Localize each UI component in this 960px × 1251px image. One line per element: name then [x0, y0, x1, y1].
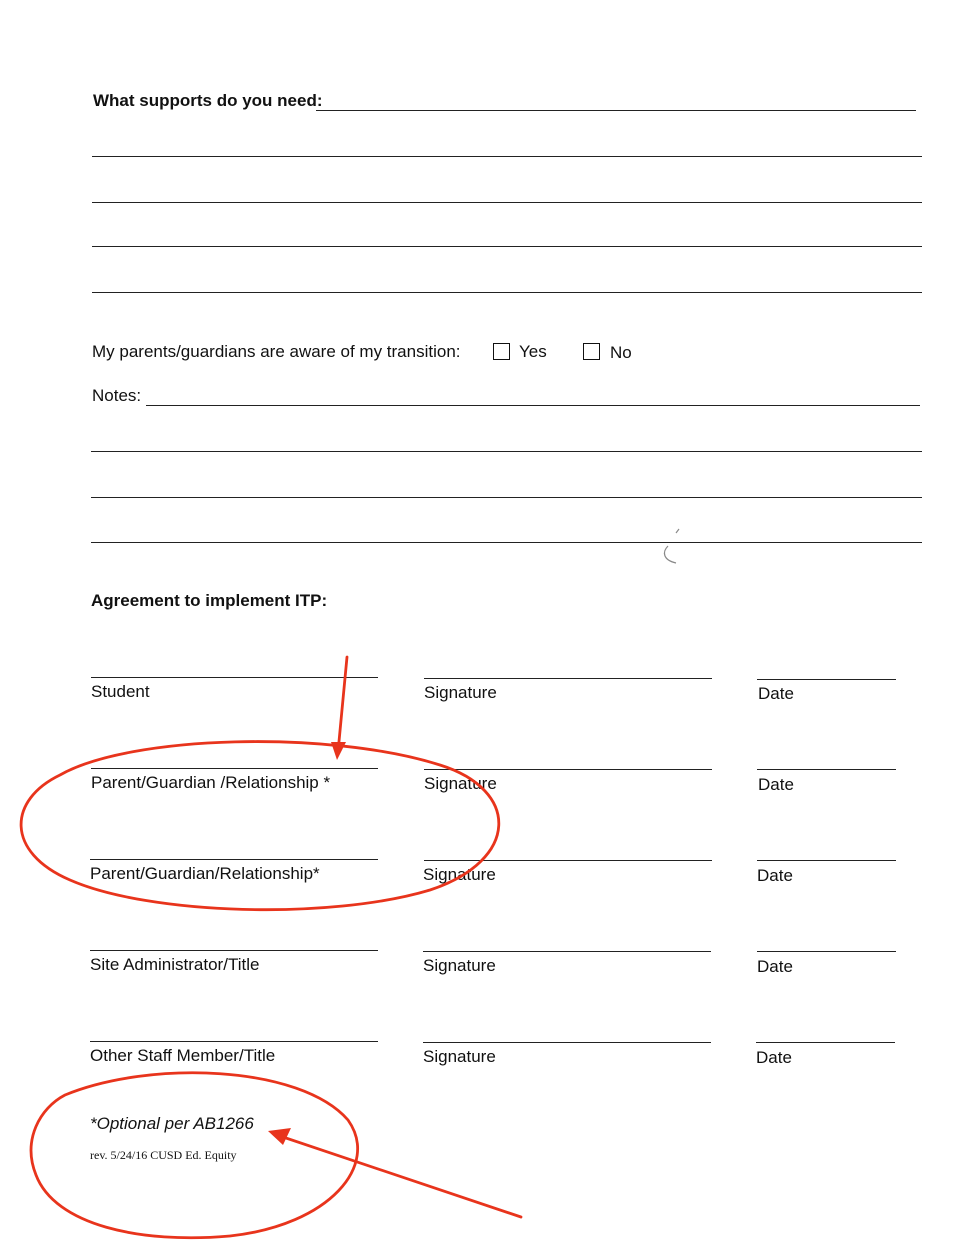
admin-name-line[interactable] — [90, 950, 378, 951]
staff-name-line[interactable] — [90, 1041, 378, 1042]
admin-role-label: Site Administrator/Title — [90, 955, 260, 974]
parent2-date-line[interactable] — [757, 860, 896, 861]
revision-note: rev. 5/24/16 CUSD Ed. Equity — [90, 1148, 237, 1162]
signature-label: Signature — [423, 956, 496, 975]
annotation-arrow-left-icon — [274, 1134, 521, 1217]
signature-label: Signature — [424, 683, 497, 702]
notes-label: Notes: — [92, 386, 142, 405]
notes-line[interactable] — [146, 405, 920, 406]
parent1-name-line[interactable] — [91, 768, 378, 769]
signature-label: Signature — [424, 774, 497, 793]
staff-role-label: Other Staff Member/Title — [90, 1046, 276, 1065]
student-signature-line[interactable] — [424, 678, 712, 679]
date-label: Date — [758, 775, 794, 794]
supports-label: What supports do you need: — [93, 91, 323, 110]
parent2-signature-line[interactable] — [424, 860, 712, 861]
optional-note: *Optional per AB1266 — [90, 1114, 254, 1133]
supports-answer-line[interactable] — [316, 110, 916, 111]
date-label: Date — [758, 684, 794, 703]
notes-line[interactable] — [91, 451, 922, 452]
staff-signature-line[interactable] — [423, 1042, 711, 1043]
agreement-heading: Agreement to implement ITP: — [91, 591, 328, 610]
yes-label: Yes — [519, 342, 547, 361]
no-checkbox[interactable] — [583, 343, 600, 360]
supports-answer-line[interactable] — [92, 156, 922, 157]
annotation-arrow-down-icon — [338, 657, 347, 752]
supports-answer-line[interactable] — [92, 246, 922, 247]
parent1-role-label: Parent/Guardian /Relationship * — [91, 773, 331, 792]
parent2-name-line[interactable] — [90, 859, 378, 860]
signature-label: Signature — [423, 1047, 496, 1066]
no-label: No — [610, 343, 632, 362]
parents-aware-label: My parents/guardians are aware of my transition: — [92, 342, 461, 361]
signature-label: Signature — [423, 865, 496, 884]
admin-signature-line[interactable] — [423, 951, 711, 952]
date-label: Date — [757, 957, 793, 976]
parent1-date-line[interactable] — [757, 769, 896, 770]
student-name-line[interactable] — [91, 677, 378, 678]
staff-date-line[interactable] — [756, 1042, 895, 1043]
parent1-signature-line[interactable] — [424, 769, 712, 770]
date-label: Date — [756, 1048, 792, 1067]
supports-answer-line[interactable] — [92, 202, 922, 203]
supports-answer-line[interactable] — [92, 292, 922, 293]
yes-checkbox[interactable] — [493, 343, 510, 360]
notes-line[interactable] — [91, 497, 922, 498]
student-role-label: Student — [91, 682, 150, 701]
parent2-role-label: Parent/Guardian/Relationship* — [90, 864, 320, 883]
date-label: Date — [757, 866, 793, 885]
student-date-line[interactable] — [757, 679, 896, 680]
admin-date-line[interactable] — [757, 951, 896, 952]
notes-line[interactable] — [91, 542, 922, 543]
